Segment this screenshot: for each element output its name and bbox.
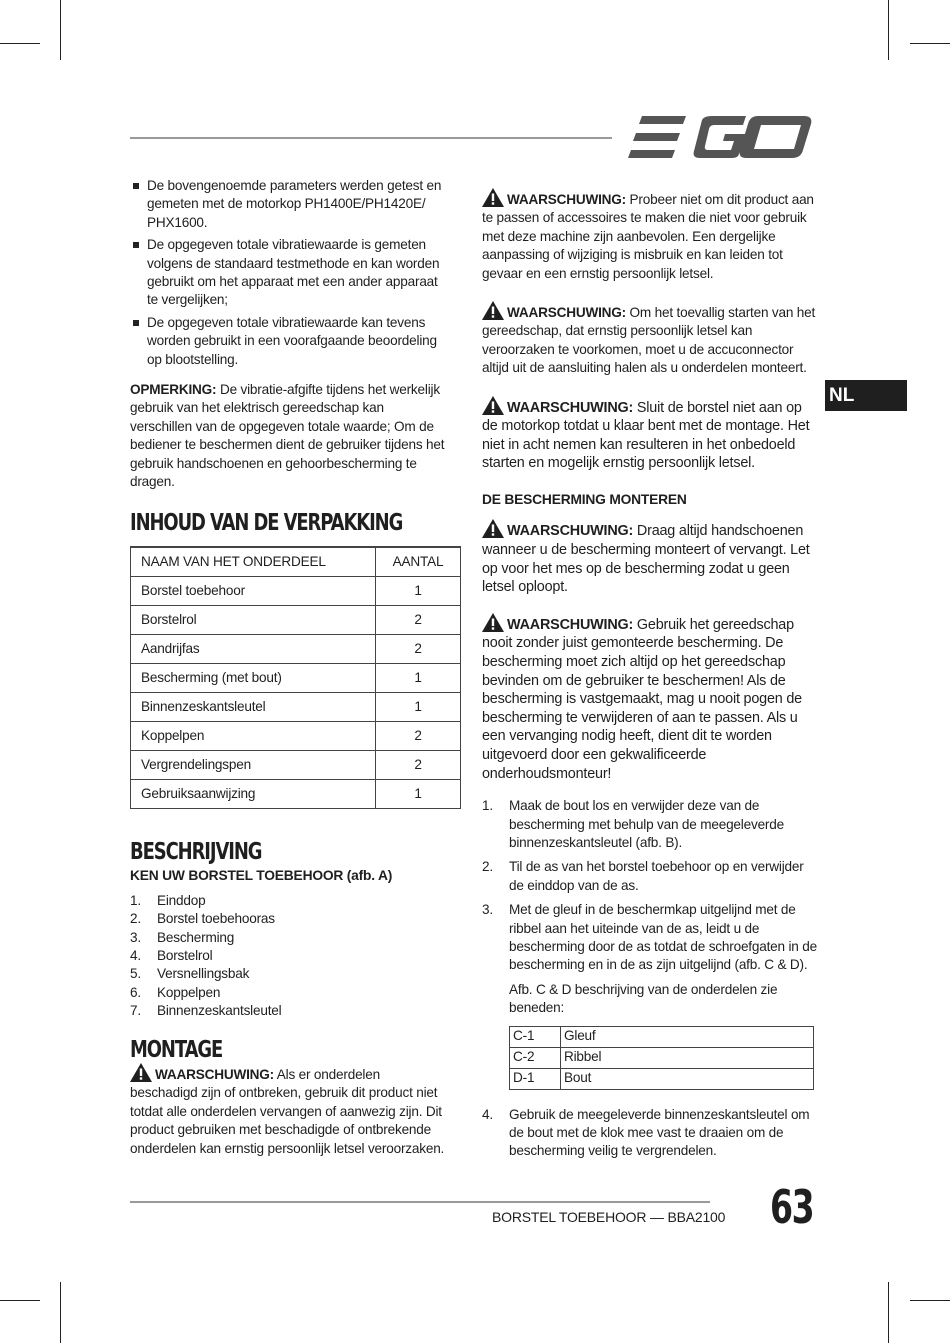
table-row [510,1026,814,1047]
table-row [131,605,461,634]
step-number: 2. [482,859,493,875]
warning-block [482,188,817,283]
assembly-warning [130,1063,448,1158]
warning-block [482,519,817,596]
list-item [482,901,817,975]
item-text: Versnellingsbak [157,966,250,982]
item-number: 6. [130,984,141,1000]
legend-label: Ribbel [561,1047,814,1068]
warning-label: WAARSCHUWING: [507,305,626,321]
table-row [510,1047,814,1068]
bullet-square-icon [133,320,139,326]
list-item [130,929,448,947]
warning-text: Probeer niet om dit product aan te passen of accessoires te maken die niet voor gebruik met deze machine zijn aanbevolen. Een dergelijke aanpassing of wijziging is misbruik en kan leiden tot gevaar en een ernstig persoonlijk letsel. [482,192,814,281]
warning-block [482,613,817,783]
part-name-cell: Borstelrol [131,605,376,634]
warning-triangle-icon [482,519,504,538]
vibration-bullet-list [130,177,448,369]
quantity-cell: 2 [376,634,461,663]
header-rule [130,137,612,139]
footer-rule [130,1201,710,1203]
table-row [131,779,461,808]
column-header-part-name: NAAM VAN HET ONDERDEEL [131,547,376,577]
table-row [131,750,461,779]
step-text: Gebruik de meegeleverde binnenzeskantsleutel om de bout met de klok mee vast te draaien om de bescherming veilig te vergrendelen. [509,1106,810,1159]
warning-triangle-icon [482,188,504,207]
part-name-cell: Borstel toebehoor [131,576,376,605]
language-tab: NL [825,380,907,411]
bullet-square-icon [133,183,139,189]
warning-triangle-icon [482,396,504,415]
list-item [130,177,448,232]
legend-code: C-1 [510,1026,561,1047]
table-row [131,576,461,605]
list-item [482,1106,817,1161]
bullet-text: De opgegeven totale vibratiewaarde kan tevens worden gebruikt in een voorafgaande beoordeling op blootstelling. [147,314,437,367]
step-number: 4. [482,1106,493,1122]
assembly-steps [482,797,817,975]
warning-text: Om het toevallig starten van het gereedschap, dat ernstig persoonlijk letsel kan veroorzaken te voorkomen, moet u de accuconnector altijd uit de aansluiting halen als u onderdelen monteert. [482,305,816,376]
description-list [130,892,448,1021]
contents-heading: INHOUD VAN DE VERPAKKING [130,509,403,536]
warning-label: WAARSCHUWING: [507,192,626,207]
list-item [130,984,448,1002]
crop-mark [0,1300,40,1301]
warning-triangle-icon [482,301,504,320]
step-number: 3. [482,902,493,918]
quantity-cell: 2 [376,750,461,779]
crop-mark [0,43,40,44]
step-text: Met de gleuf in de beschermkap uitgelijnd met de ribbel aan het uiteinde van de as, leidt u de bescherming door de as totdat de schroefgaten in de bescherming en in de as zijn uitgelijnd (afb. C & D). [509,902,817,973]
bullet-text: De opgegeven totale vibratiewaarde is gemeten volgens de standaard testmethode en kan worden gebruikt om het apparaat met een ander apparaat te vergelijken; [147,237,440,308]
note-text: De vibratie-afgifte tijdens het werkelijk gebruik van het elektrisch gereedschap kan verschillen van de opgegeven totale waarde; Om de bediener te beschermen dient de gebruiker tijdens het gebruik handschoenen en gehoorbescherming te dragen. [130,382,445,490]
bullet-square-icon [133,242,139,248]
legend-label: Bout [561,1068,814,1089]
column-header-quantity: AANTAL [376,547,461,577]
part-name-cell: Bescherming (met bout) [131,663,376,692]
step3-note: Afb. C & D beschrijving van de onderdelen zie beneden: [509,981,778,1016]
item-text: Borstelrol [157,947,213,963]
item-number: 3. [130,929,141,945]
warning-label: WAARSCHUWING: [507,523,634,540]
warning-label: WAARSCHUWING: [507,616,634,633]
warning-label: WAARSCHUWING: [507,399,634,416]
parts-table [130,546,461,809]
step-number: 1. [482,798,493,814]
warning-triangle-icon [130,1063,152,1082]
table-header-row [131,547,461,577]
warning-text: Als er onderdelen beschadigd zijn of ontbreken, gebruik dit product niet totdat alle onderdelen vervangen of aanwezig zijn. Dit product gebruiken met beschadigde of ontbrekende onderdelen kan ernstig persoonlijk letsel veroorzaken. [130,1066,445,1156]
item-text: Koppelpen [157,984,221,1000]
warning-block [482,301,817,378]
bullet-text: De bovengenoemde parameters werden getest en gemeten met de motorkop PH1400E/PH1420E/ PHX1600. [147,178,442,230]
list-item [482,858,817,895]
guard-heading: DE BESCHERMING MONTEREN [482,492,687,508]
crop-mark [888,1282,889,1343]
item-text: Einddop [157,892,206,908]
item-number: 7. [130,1003,141,1019]
note-label: OPMERKING: [130,382,217,398]
parts-legend-table [509,1026,814,1090]
item-number: 4. [130,947,141,963]
crop-mark [910,43,950,44]
item-text: Borstel toebehooras [157,911,275,927]
part-name-cell: Vergrendelingspen [131,750,376,779]
item-number: 2. [130,911,141,927]
item-number: 5. [130,966,141,982]
list-item [130,236,448,310]
table-row [131,692,461,721]
right-column [482,188,817,1167]
description-heading: BESCHRIJVING [130,838,262,865]
list-item [130,910,448,928]
assembly-steps-continued [482,1106,817,1161]
crop-mark [60,1282,61,1343]
table-row [131,663,461,692]
warning-text: Draag altijd handschoenen wanneer u de bescherming monteert of vervangt. Let op voor het mes op de bescherming zodat u geen letsel oploopt. [482,523,810,596]
assembly-heading: MONTAGE [130,1036,223,1063]
list-item [130,965,448,983]
crop-mark [888,0,889,60]
warning-label: WAARSCHUWING: [155,1066,274,1082]
list-item [482,797,817,852]
list-item [130,314,448,369]
quantity-cell: 1 [376,663,461,692]
step-text: Til de as van het borstel toebehoor op en verwijder de einddop van de as. [509,859,804,893]
quantity-cell: 1 [376,779,461,808]
quantity-cell: 2 [376,605,461,634]
table-row [131,721,461,750]
warning-triangle-icon [482,613,504,632]
ego-logo [628,116,812,158]
item-text: Bescherming [157,929,235,945]
page-number: 63 [770,1180,814,1234]
item-text: Binnenzeskantsleutel [157,1003,282,1019]
table-row [510,1068,814,1089]
item-number: 1. [130,892,141,908]
list-item [130,947,448,965]
crop-mark [910,1300,950,1301]
table-row [131,634,461,663]
legend-code: C-2 [510,1047,561,1068]
crop-mark [60,0,61,60]
note-paragraph [130,381,448,491]
description-subheading: KEN UW BORSTEL TOEBEHOOR (afb. A) [130,868,393,884]
part-name-cell: Gebruiksaanwijzing [131,779,376,808]
warning-text: Gebruik het gereedschap nooit zonder juist gemonteerde bescherming. De bescherming moet zich altijd op het gereedschap bevinden om de gebruiker te beschermen! Als de bescherming is vastgemaakt, mag u nooit pogen de bescherming te verwijderen of aan te passen. Als u een vervanging nodig heeft, dient dit te worden uitgevoerd door een gekwalificeerde onderhoudsmonteur! [482,616,802,782]
part-name-cell: Aandrijfas [131,634,376,663]
warning-block [482,396,817,473]
quantity-cell: 2 [376,721,461,750]
list-item [130,892,448,910]
quantity-cell: 1 [376,692,461,721]
step-text: Maak de bout los en verwijder deze van de bescherming met behulp van de meegeleverde binnenzeskantsleutel (afb. B). [509,798,784,850]
left-column [130,177,448,1158]
legend-code: D-1 [510,1068,561,1089]
footer-title: BORSTEL TOEBEHOOR — BBA2100 [492,1209,726,1225]
part-name-cell: Koppelpen [131,721,376,750]
warning-text: Sluit de borstel niet aan op de motorkop totdat u klaar bent met de montage. Het niet in acht nemen kan resulteren in het onbedoeld starten en mogelijk ernstig persoonlijk letsel. [482,399,810,472]
list-item [130,1002,448,1020]
part-name-cell: Binnenzeskantsleutel [131,692,376,721]
quantity-cell: 1 [376,576,461,605]
legend-label: Gleuf [561,1026,814,1047]
